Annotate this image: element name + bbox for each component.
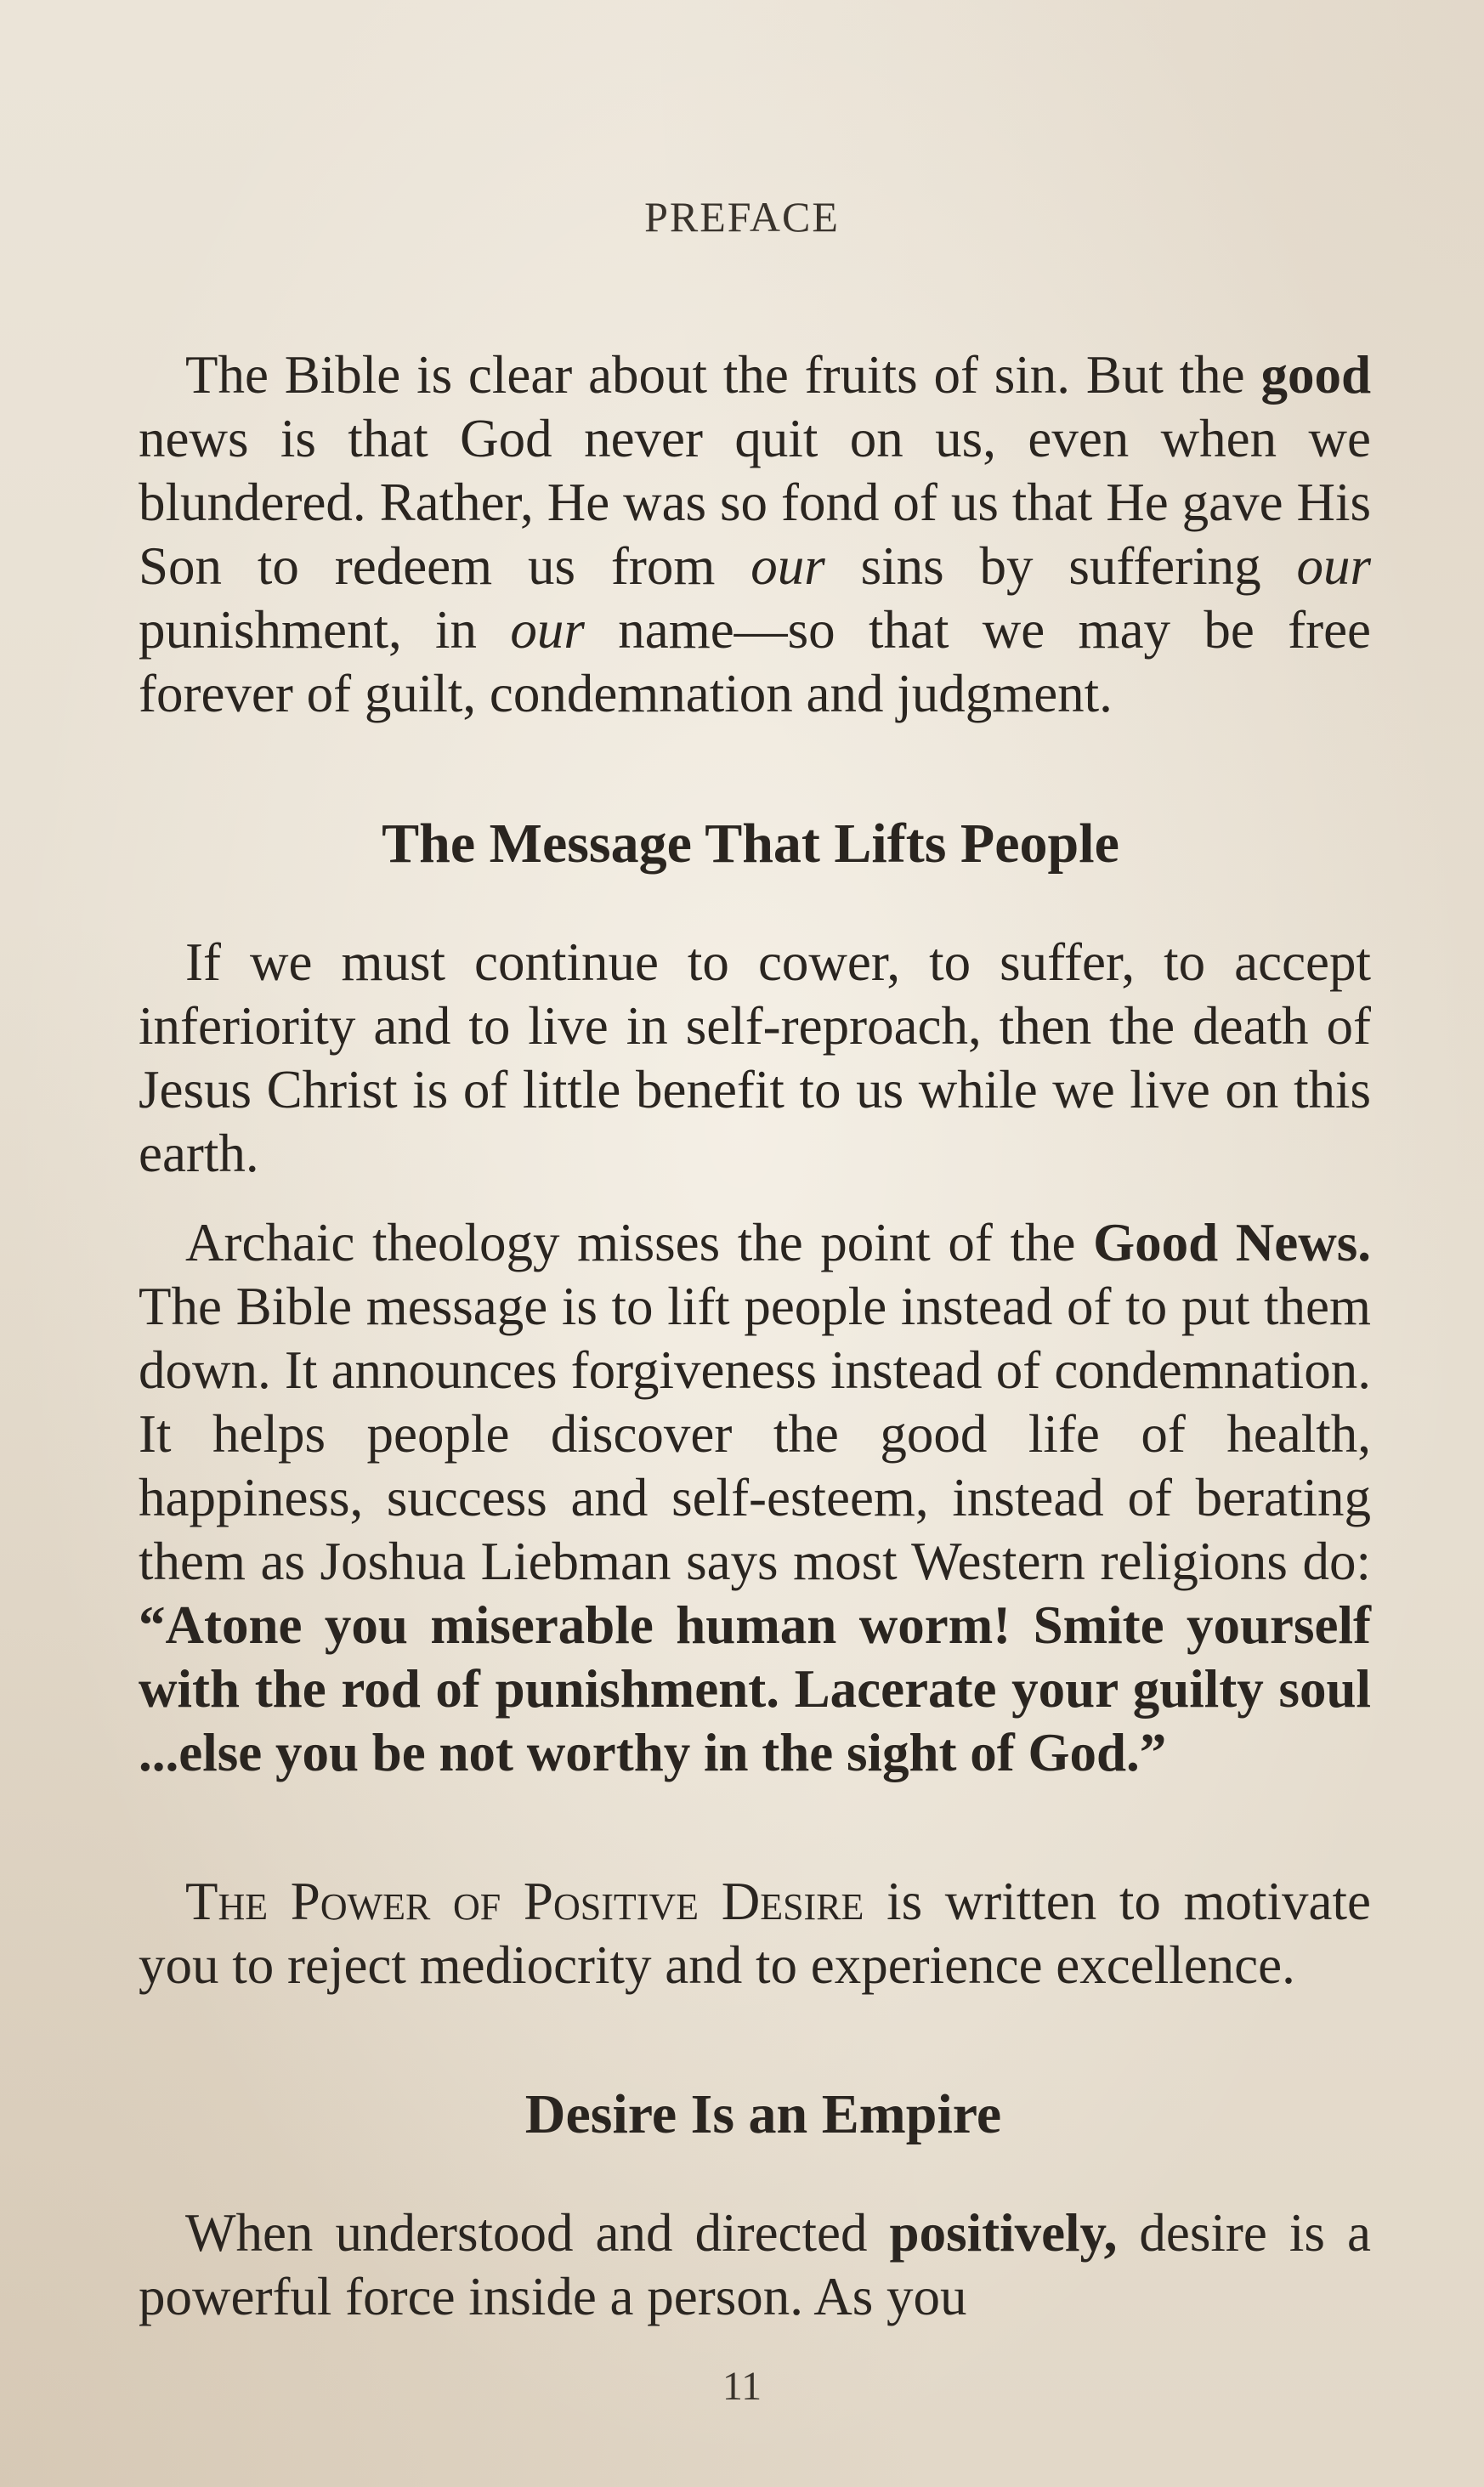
emphasis-bold: Good News. (1093, 1213, 1371, 1272)
text-span: news is that God never quit on us, even when we blundered. Rather, He was so fond of us that He gave His Son to redeem us from (139, 409, 1371, 596)
text-span: desire is a powerful force inside a person. As you (139, 2203, 1371, 2326)
book-title: The Power of Positive Desire (185, 1872, 864, 1931)
emphasis-italic: our (750, 536, 825, 596)
paragraph-2 (139, 931, 1371, 1186)
quote-bold: “Atone you miserable human worm! Smite yourself with the rod of punishment. Lacerate your guilty soul ...else you be not worthy in the sight of God.” (139, 1595, 1371, 1782)
paragraph-5 (139, 2201, 1371, 2329)
text-span: sins by suffering (824, 536, 1297, 596)
emphasis-bold: good (1260, 345, 1372, 405)
text-span: punishment, in (139, 600, 511, 660)
paragraph-text: If we must continue to cower, to suffer, to accept inferiority and to live in self-reproach, then the death of Jesus Christ is of little benefit to us while we live on this earth. (139, 932, 1371, 1183)
text-span: name—so that we may be free forever of guilt, condemnation and judgment. (139, 600, 1372, 723)
text-span: When understood and directed (185, 2203, 890, 2263)
section-heading-desire: Desire Is an Empire (524, 2083, 1002, 2145)
text-span: Archaic theology misses the point of the (185, 1213, 1094, 1272)
page-number: 11 (722, 2364, 762, 2409)
text-span: The Bible message is to lift people instead of to put them down. It announces forgiveness instead of condemnation. It helps people discover the good life of health, happiness, success and self-esteem, instead of berating them as Joshua Liebman says most Western religions do: (139, 1277, 1371, 1591)
emphasis-italic: our (1296, 536, 1372, 596)
paragraph-1 (139, 343, 1371, 726)
text-span: is written to motivate you to reject mediocrity and to experience excellence. (139, 1872, 1371, 1995)
text-span: The Bible is clear about the fruits of sin. But the (185, 345, 1245, 405)
section-heading-message: The Message That Lifts People (382, 813, 1119, 875)
paragraph-4 (139, 1870, 1371, 1997)
emphasis-italic: our (510, 600, 585, 660)
running-head: PREFACE (644, 193, 840, 241)
emphasis-bold: positively, (889, 2203, 1118, 2263)
paragraph-3 (139, 1211, 1371, 1785)
